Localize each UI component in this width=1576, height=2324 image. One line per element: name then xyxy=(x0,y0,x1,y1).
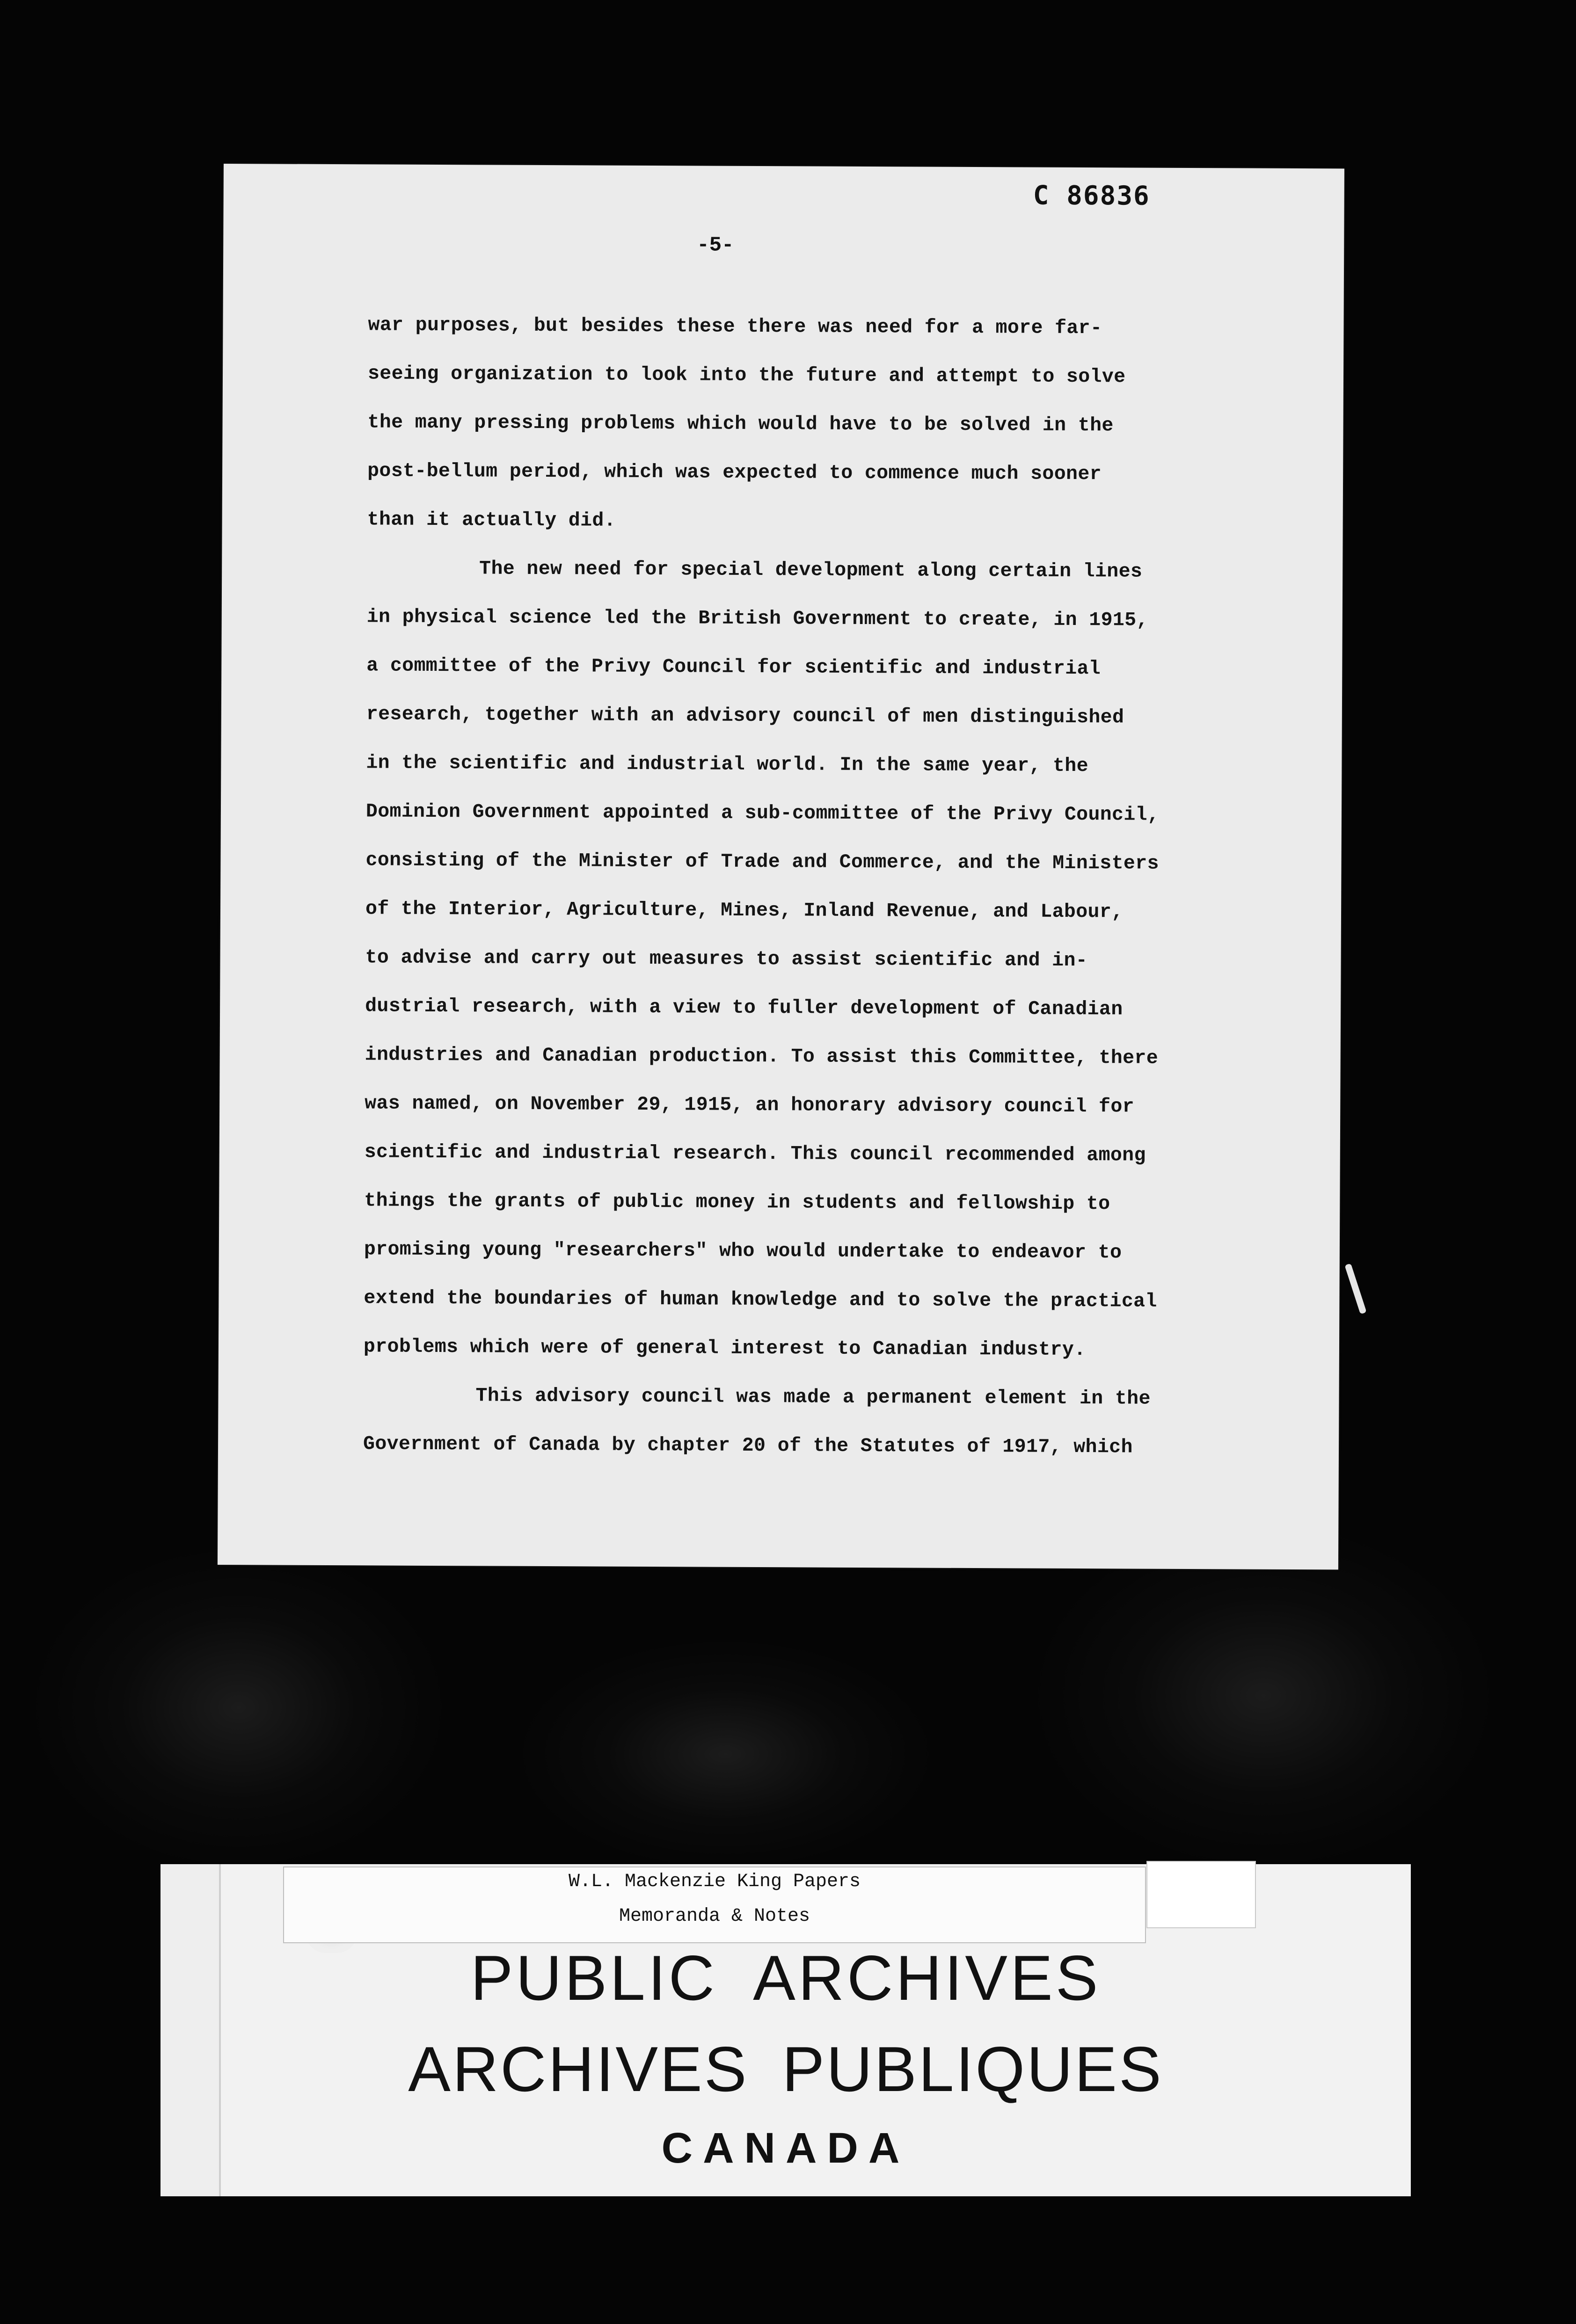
text-line: in physical science led the British Government to create, in 1915, xyxy=(366,606,1148,632)
stamp-canada: CANADA xyxy=(661,2124,910,2172)
series-name: Memoranda & Notes xyxy=(619,1906,810,1927)
text-line: The new need for special development along certain lines xyxy=(479,558,1143,583)
text-line: extend the boundaries of human knowledge and to solve the practical xyxy=(364,1287,1157,1313)
page-number: -5- xyxy=(697,233,734,257)
archive-number: C 86836 xyxy=(1033,180,1150,211)
text-line: seeing organization to look into the future and attempt to solve xyxy=(367,363,1126,388)
text-line: to advise and carry out measures to assist scientific and in- xyxy=(365,946,1088,972)
collection-slip xyxy=(283,1866,1146,1943)
text-line: a committee of the Privy Council for scientific and industrial xyxy=(366,654,1101,680)
stamp-public-archives: PUBLIC ARCHIVES xyxy=(470,1942,1101,2013)
text-line: war purposes, but besides these there was need for a more far- xyxy=(368,314,1102,340)
collection-name: W.L. Mackenzie King Papers xyxy=(568,1871,861,1892)
backdrop-texture xyxy=(28,1544,449,1871)
slip-tab xyxy=(1146,1861,1256,1928)
text-line: consisting of the Minister of Trade and Commerce, and the Ministers xyxy=(365,849,1159,875)
text-line: things the grants of public money in students and fellowship to xyxy=(364,1190,1110,1215)
text-line: of the Interior, Agriculture, Mines, Inland Revenue, and Labour, xyxy=(365,898,1124,923)
backdrop-texture xyxy=(515,1637,936,1871)
document-page xyxy=(218,164,1344,1569)
text-line: post-bellum period, which was expected to commence much sooner xyxy=(367,460,1102,486)
text-line: was named, on November 29, 1915, an honorary advisory council for xyxy=(365,1092,1135,1118)
text-line: dustrial research, with a view to fuller development of Canadian xyxy=(365,995,1123,1021)
text-line: in the scientific and industrial world. In the same year, the xyxy=(366,752,1089,777)
text-line: scientific and industrial research. This council recommended among xyxy=(364,1141,1146,1167)
text-line: This advisory council was made a permanent element in the xyxy=(475,1385,1151,1410)
text-line: Government of Canada by chapter 20 of the Statutes of 1917, which xyxy=(363,1433,1133,1459)
text-line: the many pressing problems which would have to be solved in the xyxy=(367,411,1114,437)
text-line: industries and Canadian production. To assist this Committee, there xyxy=(365,1044,1159,1069)
text-line: promising young "researchers" who would undertake to endeavor to xyxy=(364,1238,1122,1264)
stamp-archives-publiques: ARCHIVES PUBLIQUES xyxy=(408,2034,1163,2105)
text-line: problems which were of general interest to Canadian industry. xyxy=(363,1336,1086,1361)
text-line: Dominion Government appointed a sub-committee of the Privy Council, xyxy=(365,800,1160,826)
stray-mark xyxy=(1344,1264,1366,1315)
text-line: than it actually did. xyxy=(367,508,616,532)
body-text xyxy=(363,301,1304,1473)
text-line: research, together with an advisory council of men distinguished xyxy=(366,703,1124,729)
backdrop-texture xyxy=(1029,1520,1497,1871)
